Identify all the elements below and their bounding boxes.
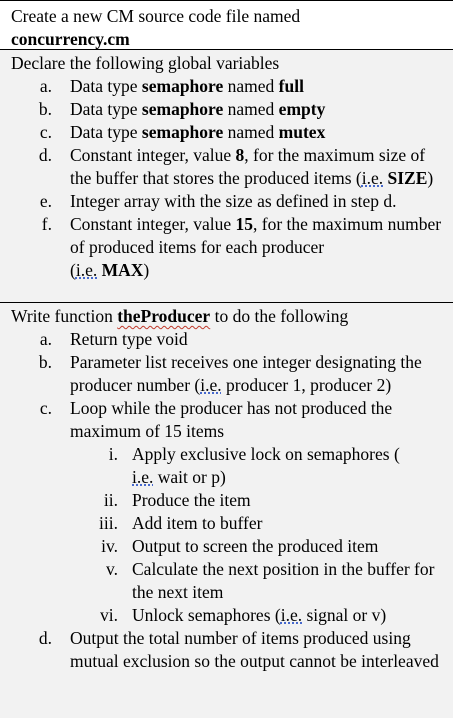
list-item: b. Data type semaphore named empty <box>38 99 326 119</box>
list-item: e. Integer array with the size as defined in step d. <box>39 191 397 211</box>
list-item: a. Return type void <box>39 329 188 349</box>
sub-list-item: i. Apply exclusive lock on semaphores ( i.e. wait or p) <box>108 444 400 487</box>
producer-cell <box>0 302 453 718</box>
list-item: d. Constant integer, value 8, for the maximum size of the buffer that stores the produced items (i.e. SIZE) <box>38 145 434 188</box>
sub-list-item: vi. Unlock semaphores (i.e. signal or v) <box>100 605 387 625</box>
header-line: Create a new CM source code file named <box>11 6 301 26</box>
producer-intro: Write function theProducer to do the following <box>11 306 349 326</box>
list-item: a. Data type semaphore named full <box>39 76 304 96</box>
list-item: c. Loop while the producer has not produced the maximum of 15 items <box>39 398 393 441</box>
sub-list-item: iii. Add item to buffer <box>99 513 263 533</box>
globals-intro: Declare the following global variables <box>11 53 280 73</box>
list-item: f. Constant integer, value 15, for the maximum number of produced items for each producer (i.e. MAX) <box>41 214 442 280</box>
globals-cell <box>0 49 453 302</box>
filename: concurrency.cm <box>11 29 130 49</box>
sub-list-item: iv. Output to screen the produced item <box>101 536 379 556</box>
sub-list-item: ii. Produce the item <box>103 490 251 510</box>
function-name: theProducer <box>117 306 211 326</box>
sub-list-item: v. Calculate the next position in the buffer for the next item <box>106 559 435 602</box>
header-cell <box>0 0 453 49</box>
list-item: b. Parameter list receives one integer designating the producer number (i.e. producer 1, producer 2) <box>38 352 422 395</box>
list-item: d. Output the total number of items produced using mutual exclusion so the output cannot be interleaved <box>38 628 439 671</box>
list-item: c. Data type semaphore named mutex <box>39 122 326 142</box>
